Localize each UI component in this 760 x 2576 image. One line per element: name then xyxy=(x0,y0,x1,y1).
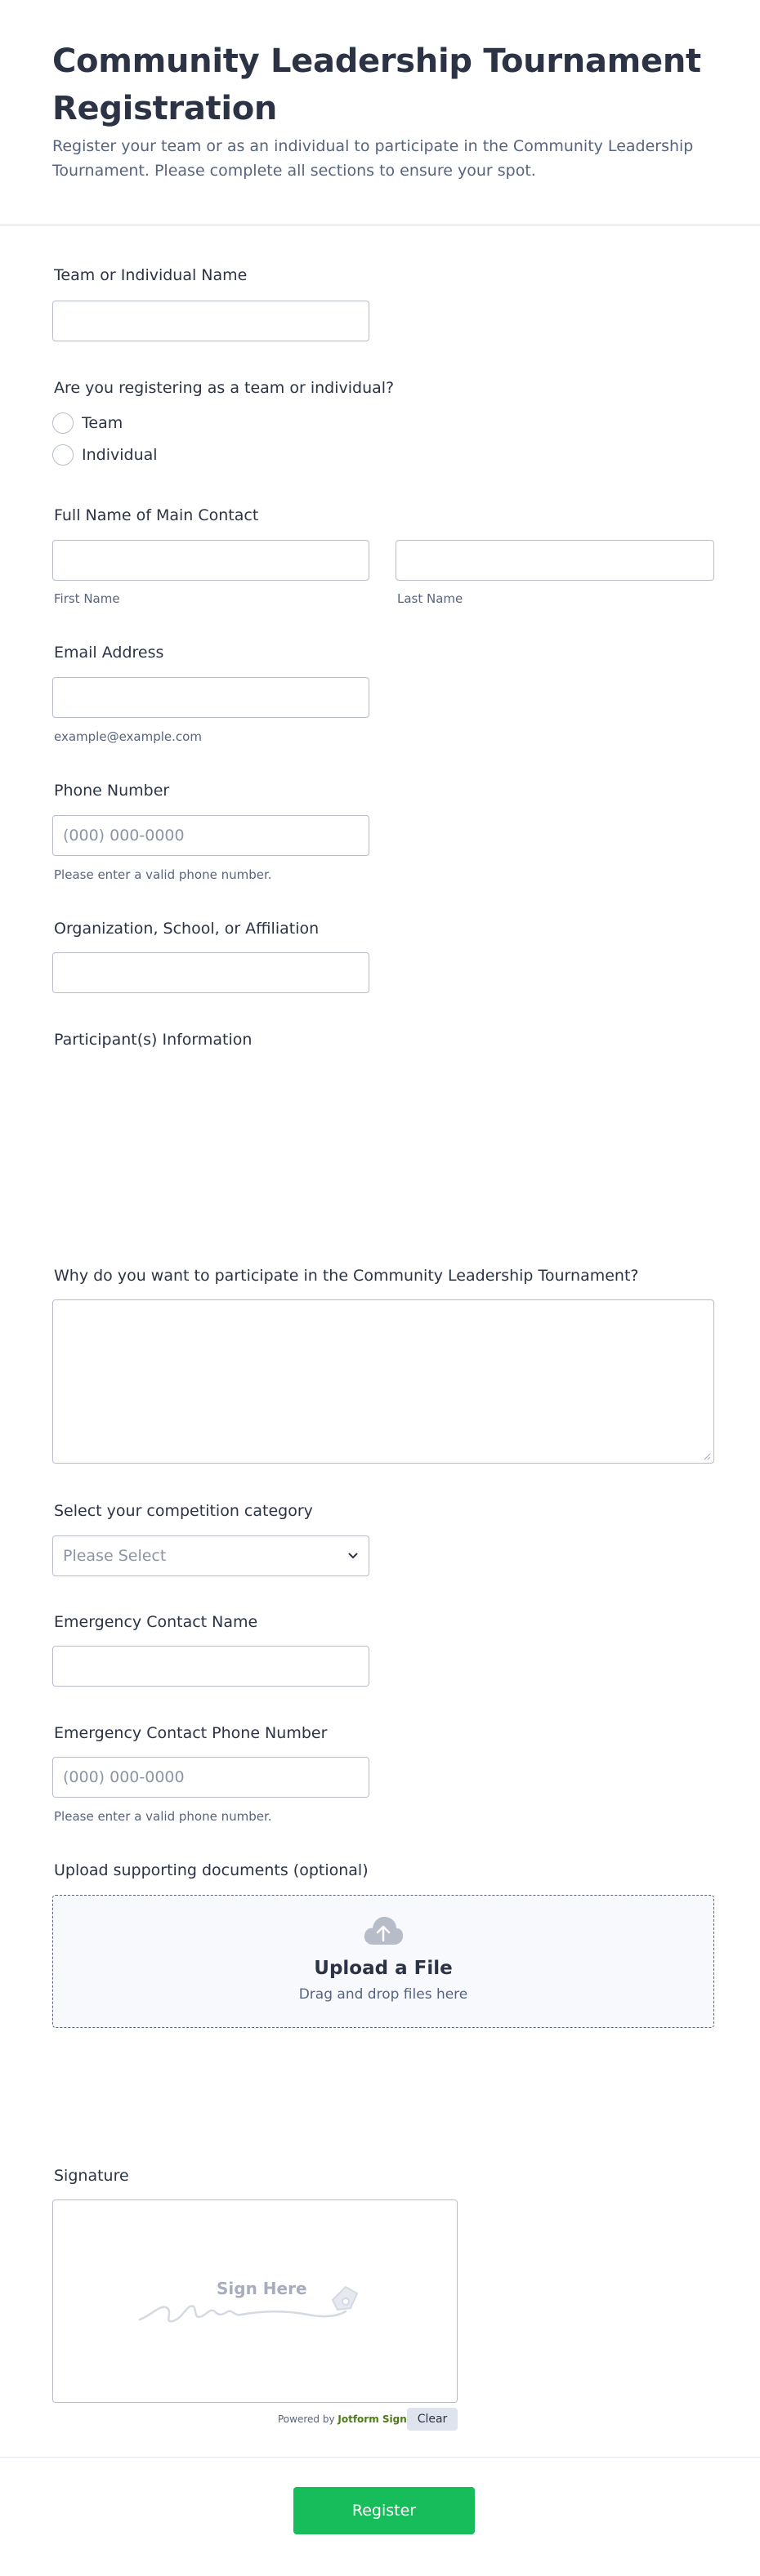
upload-label: Upload supporting documents (optional) xyxy=(54,1861,369,1879)
radio-circle-team[interactable] xyxy=(52,412,74,434)
file-upload-dropzone[interactable] xyxy=(52,1895,714,2028)
motivation-label: Why do you want to participate in the Community Leadership Tournament? xyxy=(54,1267,639,1285)
participants-label: Participant(s) Information xyxy=(54,1031,253,1049)
phone-sublabel: Please enter a valid phone number. xyxy=(54,867,272,882)
upload-title: Upload a File xyxy=(314,1958,453,1979)
radio-individual[interactable] xyxy=(52,443,158,466)
first-name-sublabel: First Name xyxy=(54,591,120,606)
motivation-textarea[interactable] xyxy=(52,1299,714,1464)
emergency-phone-sublabel: Please enter a valid phone number. xyxy=(54,1809,272,1824)
first-name-input[interactable] xyxy=(52,540,369,581)
category-select-value: Please Select xyxy=(63,1547,167,1565)
signature-hint: Sign Here xyxy=(217,2279,307,2298)
powered-by-prefix: Powered by xyxy=(278,2413,335,2425)
powered-by-brand[interactable]: Jotform Sign xyxy=(338,2413,407,2425)
radio-circle-individual[interactable] xyxy=(52,444,74,466)
phone-input[interactable] xyxy=(52,815,369,856)
form-header xyxy=(0,0,760,225)
page-subtitle: Register your team or as an individual to participate in the Community Leadership Tournament. Please complete all sections to ensure your spot. xyxy=(52,137,694,180)
emergency-name-input[interactable] xyxy=(52,1646,369,1687)
signature-label: Signature xyxy=(54,2167,129,2185)
powered-by xyxy=(278,2413,407,2425)
signature-pad[interactable] xyxy=(52,2199,458,2403)
chevron-down-icon xyxy=(347,1550,359,1562)
email-sublabel: example@example.com xyxy=(54,729,202,744)
email-label: Email Address xyxy=(54,644,164,662)
team-name-label: Team or Individual Name xyxy=(54,266,248,284)
radio-team[interactable] xyxy=(52,412,123,435)
upload-subtitle: Drag and drop files here xyxy=(298,1986,468,2003)
last-name-sublabel: Last Name xyxy=(397,591,463,606)
radio-label-team: Team xyxy=(82,414,123,432)
category-label: Select your competition category xyxy=(54,1502,313,1520)
emergency-name-label: Emergency Contact Name xyxy=(54,1613,258,1631)
organization-input[interactable] xyxy=(52,952,369,993)
organization-label: Organization, School, or Affiliation xyxy=(54,920,320,938)
registration-type-label: Are you registering as a team or individual? xyxy=(54,379,395,397)
main-contact-label: Full Name of Main Contact xyxy=(54,506,259,524)
resize-grip-icon[interactable] xyxy=(703,1452,711,1460)
category-select[interactable] xyxy=(52,1535,369,1576)
emergency-phone-input[interactable] xyxy=(52,1757,369,1798)
page-title: Community Leadership Tournament Registration xyxy=(52,42,701,127)
email-input[interactable] xyxy=(52,677,369,718)
emergency-phone-label: Emergency Contact Phone Number xyxy=(54,1724,328,1742)
cloud-upload-icon xyxy=(362,1914,405,1948)
signature-clear-button[interactable]: Clear xyxy=(407,2408,458,2431)
team-name-input[interactable] xyxy=(52,301,369,341)
last-name-input[interactable] xyxy=(396,540,714,581)
radio-label-individual: Individual xyxy=(82,446,158,464)
phone-label: Phone Number xyxy=(54,782,170,800)
register-button[interactable]: Register xyxy=(293,2487,475,2534)
